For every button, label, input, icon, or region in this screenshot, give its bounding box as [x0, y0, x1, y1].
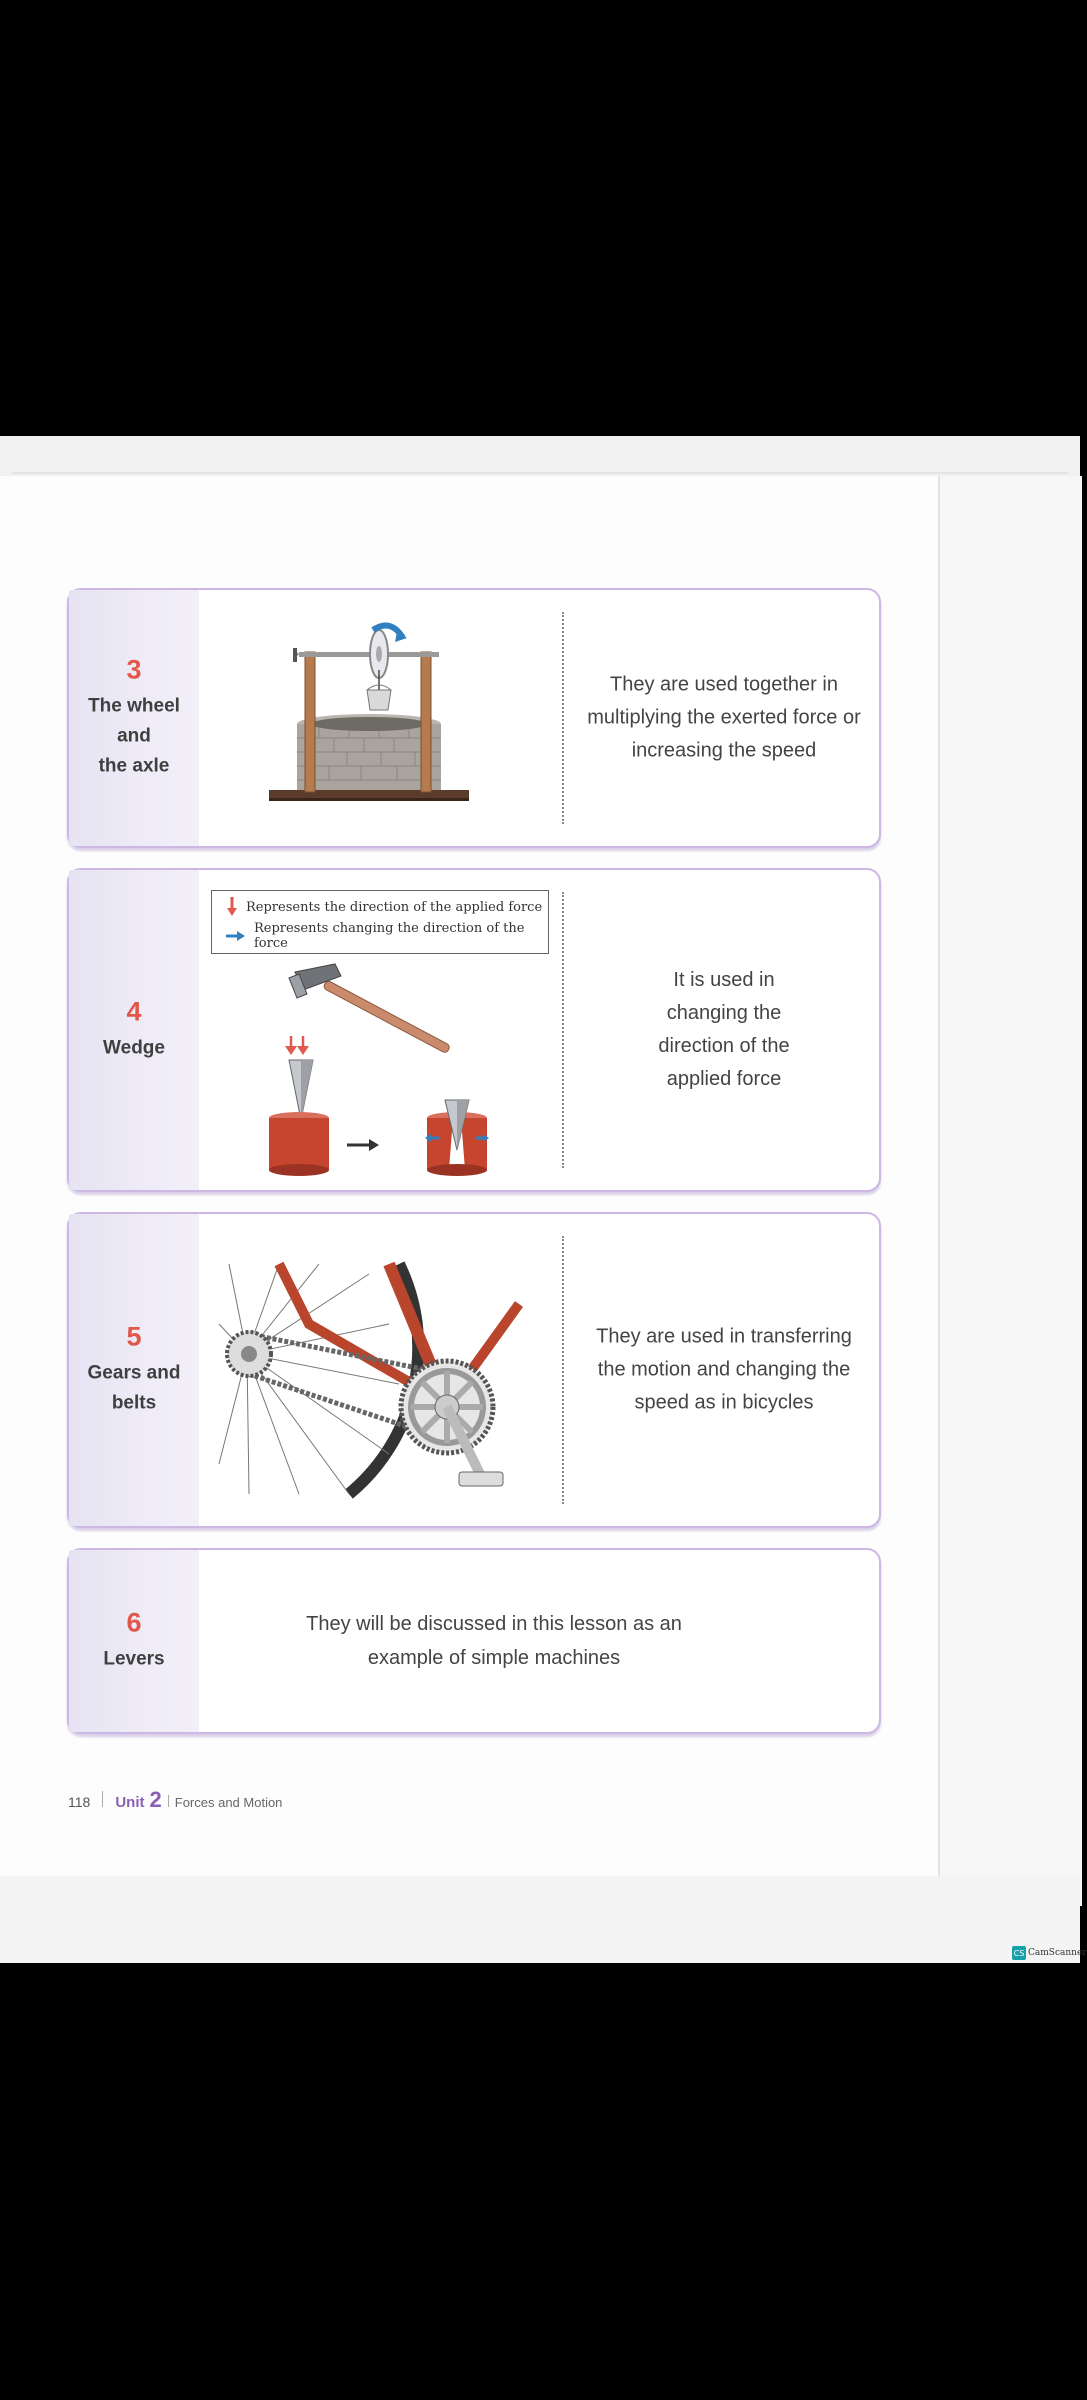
- row-label: The wheel and the axle: [88, 695, 180, 777]
- card-label-column: [69, 590, 199, 846]
- page-top-rule: [12, 472, 1068, 474]
- page-top-edge: [0, 436, 1080, 476]
- red-down-arrow-icon: [226, 897, 238, 917]
- row-number: 6: [126, 1607, 142, 1638]
- card-label-column: [69, 870, 199, 1190]
- unit-label: Unit: [115, 1794, 145, 1811]
- card-label-column: [69, 1550, 199, 1732]
- wedge-illustration: [229, 960, 529, 1180]
- row-description: They will be discussed in this lesson as an example of simple machines: [306, 1613, 682, 1669]
- blue-right-arrow-icon: [226, 930, 246, 942]
- legend-applied-force: [226, 893, 542, 921]
- unit-title: Forces and Motion: [174, 1795, 283, 1810]
- footer-separator: [168, 1795, 169, 1807]
- page-number: 118: [68, 1794, 91, 1810]
- row-label: Levers: [103, 1648, 165, 1670]
- page-bottom-edge: [0, 1876, 1080, 1963]
- watermark-text: CamScanner: [1028, 1948, 1087, 1958]
- scanned-page: [0, 436, 1080, 1963]
- camscanner-watermark: [1012, 1946, 1087, 1960]
- well-wheel-illustration: [269, 610, 479, 820]
- row-description: They are used in transferring the motion and changing the speed as in bicycles: [596, 1325, 852, 1414]
- card-wedge: [67, 868, 881, 1192]
- figure-legend: [211, 890, 549, 954]
- page-footer: [68, 1787, 282, 1813]
- card-levers: [67, 1548, 881, 1734]
- row-number: 3: [126, 654, 142, 685]
- legend-changing-text: Represents changing the direction of the force: [254, 921, 525, 951]
- card-divider: [562, 892, 564, 1168]
- card-divider: [562, 1236, 564, 1504]
- camscanner-logo-icon: CS: [1012, 1946, 1026, 1960]
- row-number: 5: [126, 1321, 142, 1352]
- unit-number: 2: [149, 1787, 162, 1812]
- legend-changing-force: [226, 922, 548, 950]
- row-label: Wedge: [103, 1037, 165, 1059]
- page-right-margin: [938, 476, 1082, 1906]
- row-number: 4: [126, 996, 142, 1027]
- row-label: Gears and belts: [87, 1362, 181, 1414]
- card-wheel-and-axle: [67, 588, 881, 848]
- row-description: It is used in changing the direction of the applied force: [658, 969, 790, 1090]
- footer-separator: [102, 1791, 103, 1807]
- legend-applied-text: Represents the direction of the applied force: [246, 899, 543, 915]
- card-label-column: [69, 1214, 199, 1526]
- card-divider: [562, 612, 564, 824]
- row-description: They are used together in multiplying the exerted force or increasing the speed: [587, 673, 861, 762]
- card-gears-and-belts: [67, 1212, 881, 1528]
- bicycle-gear-illustration: [219, 1264, 539, 1494]
